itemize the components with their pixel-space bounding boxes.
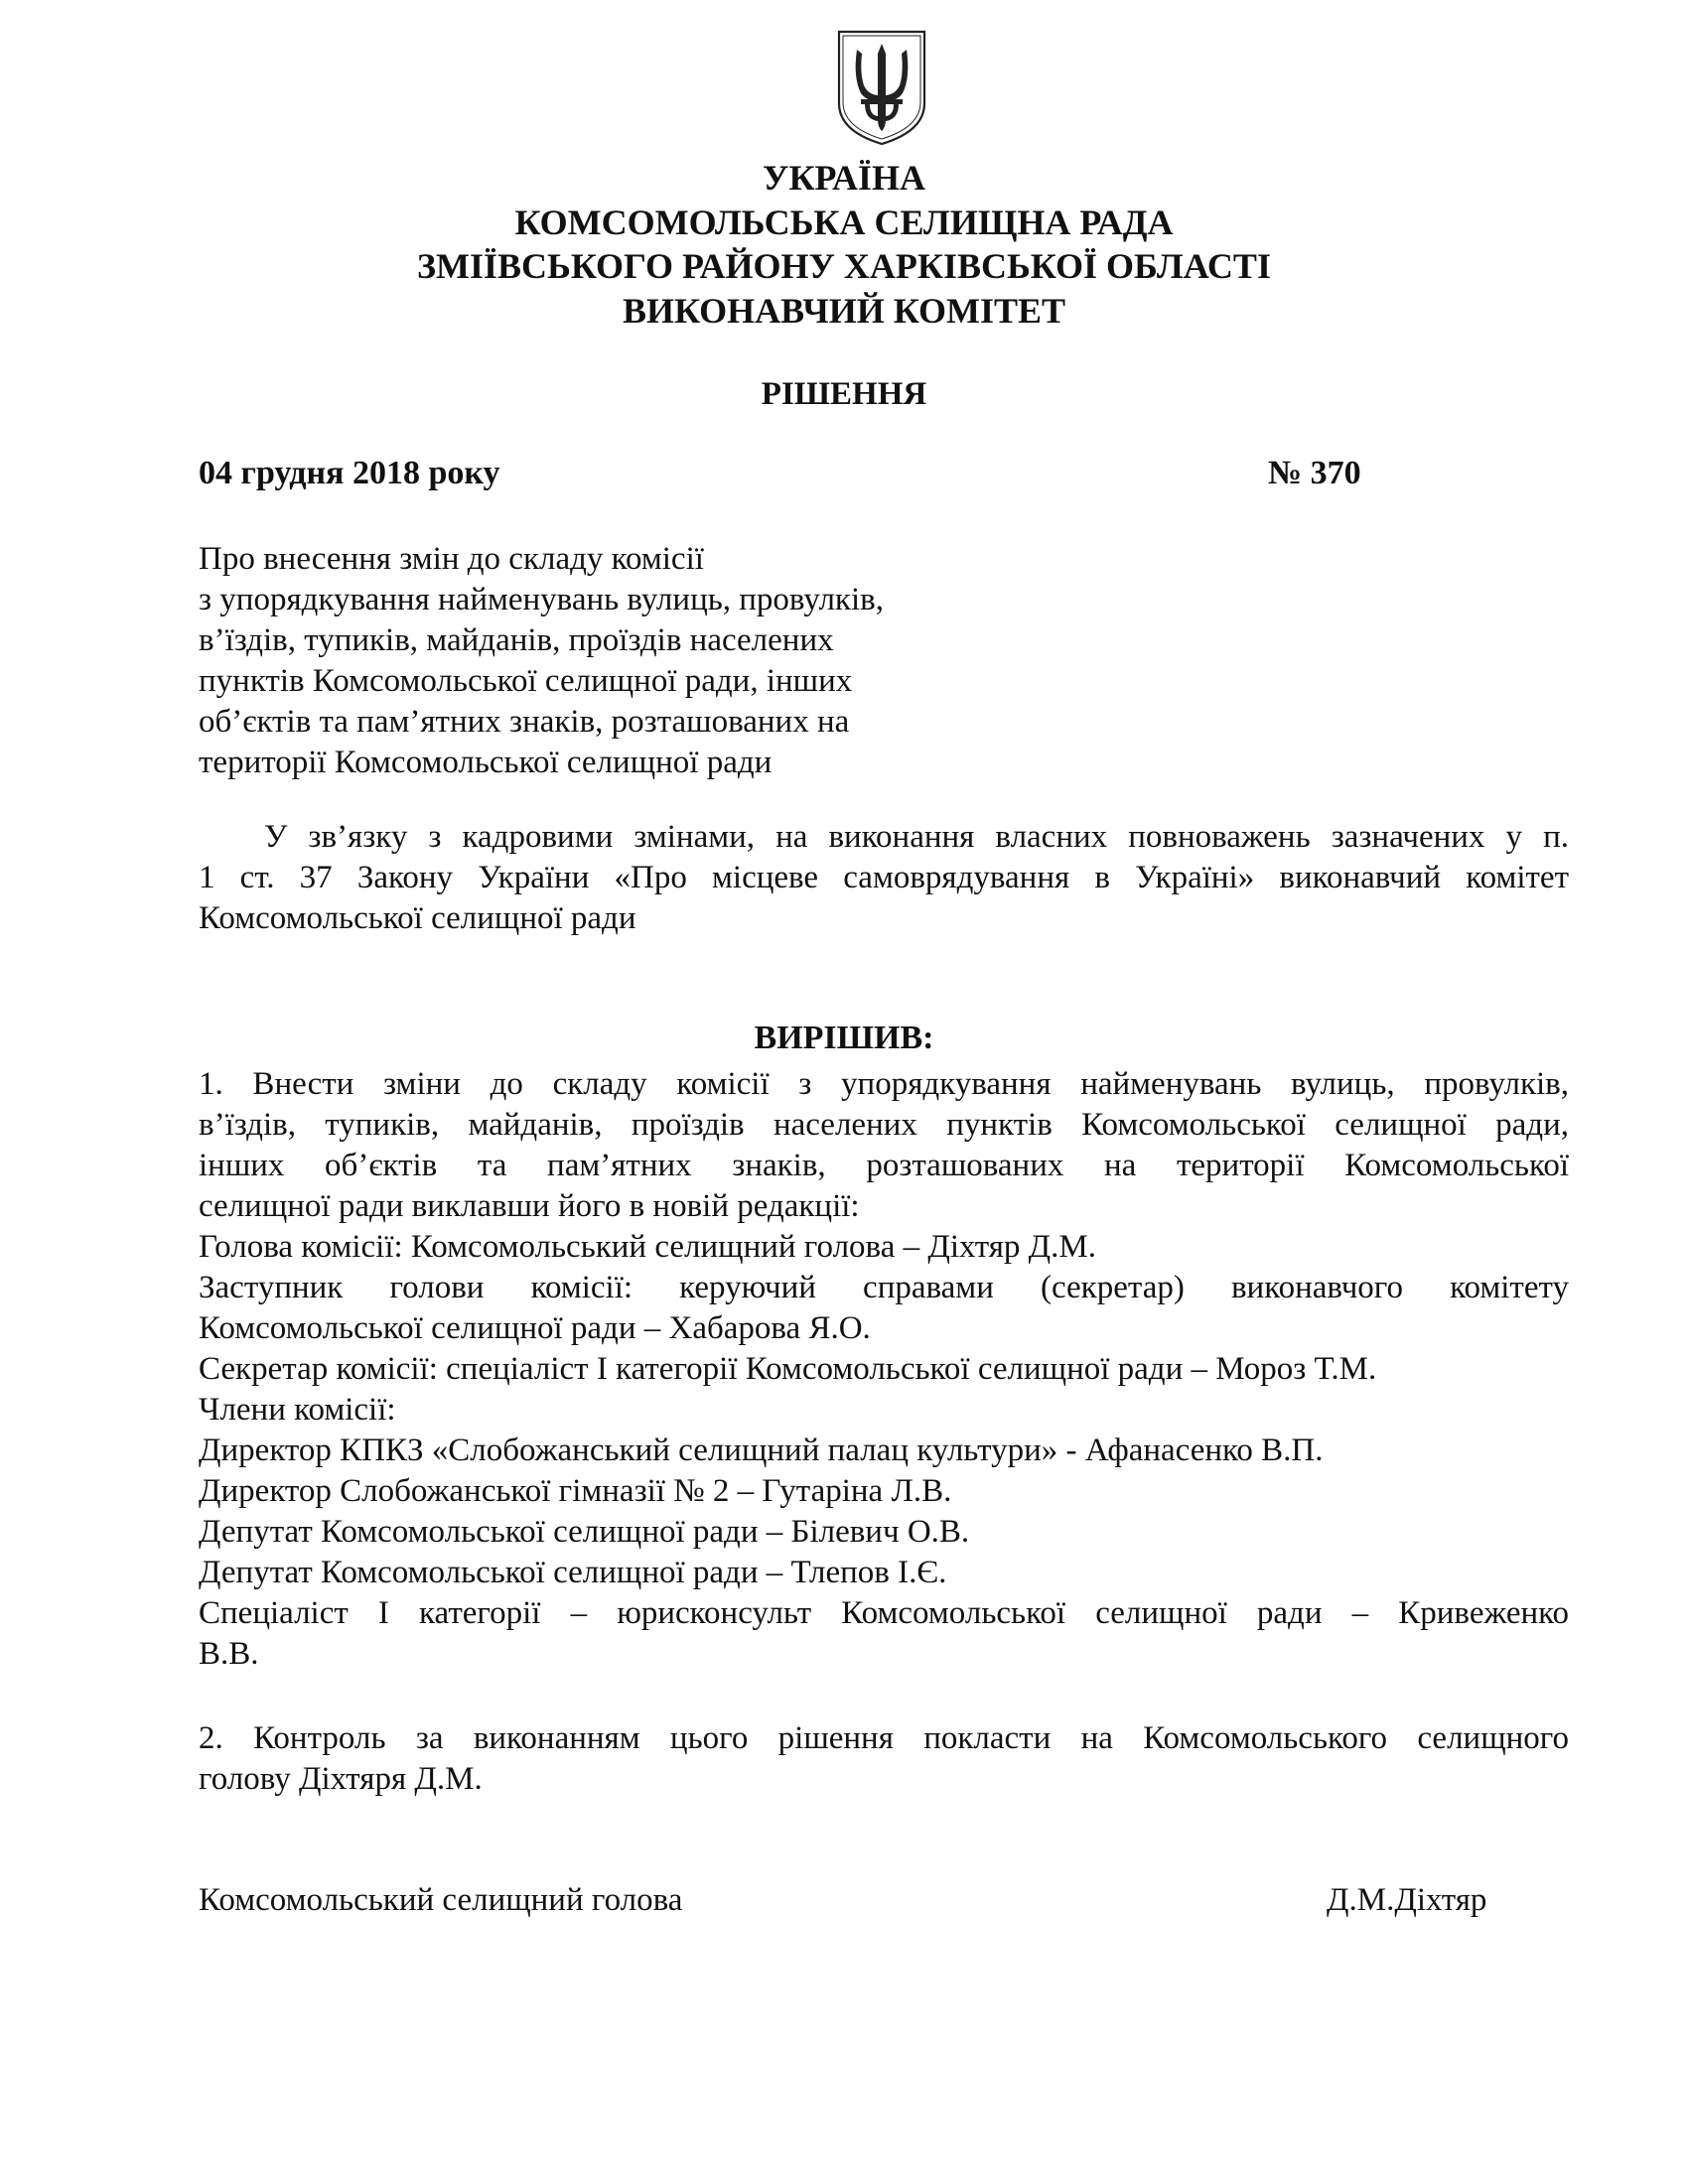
council-heading: КОМСОМОЛЬСЬКА СЕЛИЩНА РАДА — [514, 203, 1174, 242]
preamble-line: 1 ст. 37 Закону України «Про місцеве самоврядування в Україні» виконавчий комітет — [199, 860, 1569, 895]
item-line: селищної ради виклавши його в новій редакції: — [199, 1188, 860, 1224]
commission-member: Депутат Комсомольської селищної ради – Білевич О.В. — [199, 1514, 970, 1550]
preamble-line: Комсомольської селищної ради — [199, 900, 636, 936]
commission-head: Голова комісії: Комсомольський селищний голова – Діхтяр Д.М. — [199, 1229, 1096, 1265]
subject-line: об’єктів та пам’ятних знаків, розташованих на — [199, 704, 850, 740]
preamble-line: У зв’язку з кадровими змінами, на виконання власних повноважень зазначених у п. — [264, 819, 1569, 855]
decision-item-1 — [199, 1064, 1569, 1675]
commission-members-label: Члени комісії: — [199, 1392, 396, 1428]
decision-subject — [199, 539, 1092, 783]
document-type-heading: РІШЕННЯ — [761, 376, 927, 412]
commission-member: Директор КПКЗ «Слобожанський селищний палац культури» - Афанасенко В.П. — [199, 1433, 1324, 1468]
resolved-heading: ВИРІШИВ: — [754, 1020, 934, 1056]
commission-deputy-cont: Комсомольської селищної ради – Хабарова Я.О. — [199, 1310, 871, 1346]
commission-member-cont: В.В. — [199, 1636, 259, 1672]
item-line: 1. Внести зміни до складу комісії з упорядкування найменувань вулиць, провулків, — [199, 1066, 1569, 1102]
commission-member: Директор Слобожанської гімназії № 2 – Гутаріна Л.В. — [199, 1473, 952, 1509]
country-heading: УКРАЇНА — [763, 158, 925, 198]
commission-secretary: Секретар комісії: спеціаліст І категорії Комсомольської селищної ради – Мороз Т.М. — [199, 1351, 1377, 1387]
signatory-title: Комсомольський селищний голова — [199, 1882, 683, 1918]
trident-coat-of-arms-icon — [835, 28, 928, 147]
commission-member: Депутат Комсомольської селищної ради – Тлепов І.Є. — [199, 1555, 947, 1590]
subject-line: пунктів Комсомольської селищної ради, інших — [199, 663, 853, 699]
item-line: голову Діхтяря Д.М. — [199, 1761, 483, 1797]
subject-line: Про внесення змін до складу комісії — [199, 541, 704, 577]
signatory-name: Д.М.Діхтяр — [1327, 1882, 1487, 1918]
committee-heading: ВИКОНАВЧИЙ КОМІТЕТ — [622, 291, 1066, 331]
district-heading: ЗМІЇВСЬКОГО РАЙОНУ ХАРКІВСЬКОЇ ОБЛАСТІ — [417, 246, 1271, 286]
commission-member: Спеціаліст І категорії – юрисконсульт Комсомольської селищної ради – Кривеженко — [199, 1595, 1569, 1631]
subject-line: території Комсомольської селищної ради — [199, 745, 773, 780]
item-line: 2. Контроль за виконанням цього рішення покласти на Комсомольського селищного — [199, 1720, 1569, 1756]
decision-date: 04 грудня 2018 року — [199, 455, 500, 491]
subject-line: в’їздів, тупиків, майданів, проїздів населених — [199, 622, 834, 658]
item-line: інших об’єктів та пам’ятних знаків, розташованих на території Комсомольської — [199, 1148, 1569, 1183]
item-line: в’їздів, тупиків, майданів, проїздів населених пунктів Комсомольської селищної ради, — [199, 1107, 1569, 1143]
preamble-paragraph — [199, 817, 1569, 939]
subject-line: з упорядкування найменувань вулиць, провулків, — [199, 582, 884, 617]
decision-number: № 370 — [1268, 455, 1361, 491]
commission-deputy: Заступник голови комісії: керуючий справами (секретар) виконавчого комітету — [199, 1270, 1569, 1305]
decision-item-2 — [199, 1718, 1569, 1800]
